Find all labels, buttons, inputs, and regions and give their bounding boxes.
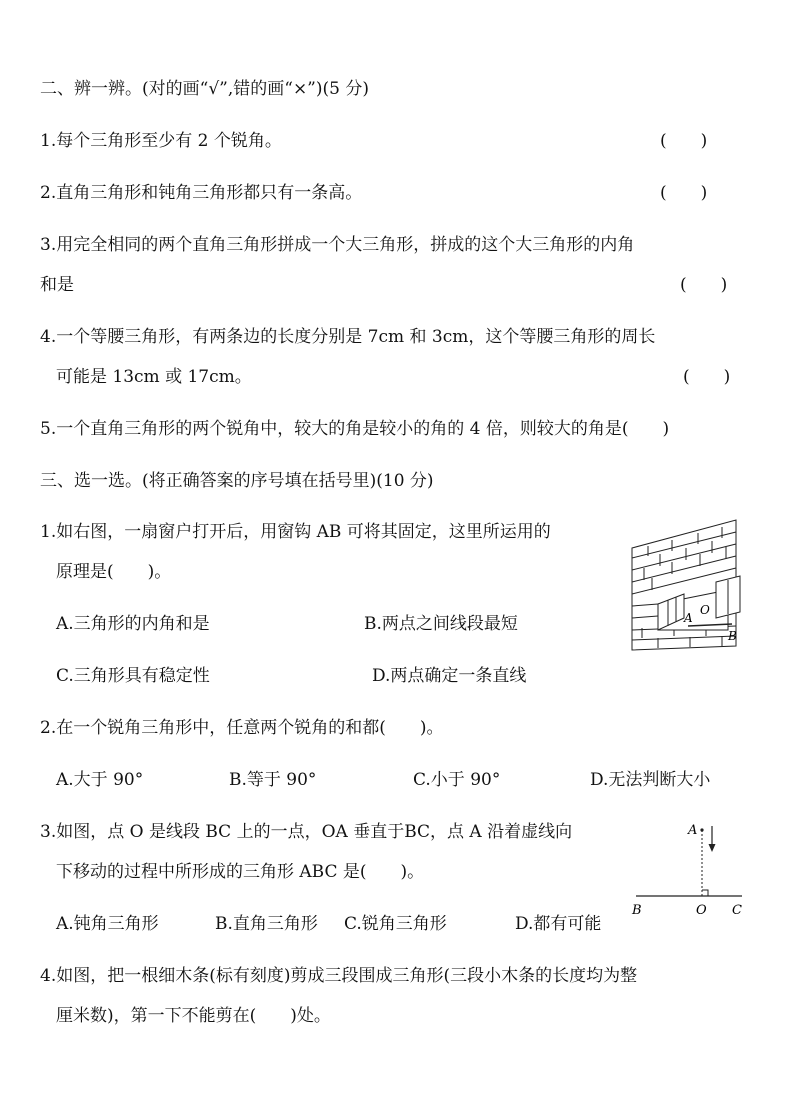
point-a <box>700 828 703 831</box>
s3-q2-option-a[interactable]: A.大于 90° <box>56 770 144 790</box>
s2-question-5: 5.一个直角三角形的两个锐角中，较大的角是较小的角的 4 倍，则较大的角是( ) <box>40 419 670 439</box>
label-a: A <box>684 611 693 625</box>
s3-q2-option-b[interactable]: B.等于 90° <box>229 770 317 790</box>
section-2-title: 二、辨一辨。(对的画“√”,错的画“×”)(5 分) <box>40 79 369 99</box>
s3-q3-option-b[interactable]: B.直角三角形 <box>215 914 318 934</box>
s2-answer-paren-4[interactable]: ( ) <box>683 367 731 387</box>
s3-q2-option-d[interactable]: D.无法判断大小 <box>590 770 711 790</box>
s3-question-1-line2: 原理是( )。 <box>56 562 172 582</box>
s3-question-1-line1: 1.如右图，一扇窗户打开后，用窗钩 AB 可将其固定，这里所运用的 <box>40 522 551 542</box>
s3-question-4-line2: 厘米数)，第一下不能剪在( )处。 <box>56 1006 331 1026</box>
label-a: A <box>688 823 698 838</box>
right-angle-mark <box>702 890 708 896</box>
s2-question-1: 1.每个三角形至少有 2 个锐角。 <box>40 131 282 151</box>
s2-question-4-line2: 可能是 13cm 或 17cm。 <box>56 367 252 387</box>
s2-answer-paren-1[interactable]: ( ) <box>660 131 708 151</box>
section-3-title: 三、选一选。(将正确答案的序号填在括号里)(10 分) <box>40 471 434 491</box>
s3-q1-option-b[interactable]: B.两点之间线段最短 <box>364 614 518 634</box>
s2-question-4-line1: 4.一个等腰三角形，有两条边的长度分别是 7cm 和 3cm，这个等腰三角形的周长 <box>40 327 656 347</box>
label-b: B <box>632 903 642 918</box>
s2-question-3-line1: 3.用完全相同的两个直角三角形拼成一个大三角形，拼成的这个大三角形的内角 <box>40 235 635 255</box>
s2-question-3-line2: 和是 <box>40 275 74 295</box>
s3-q3-option-c[interactable]: C.锐角三角形 <box>344 914 447 934</box>
s2-answer-paren-2[interactable]: ( ) <box>660 183 708 203</box>
arrow-head <box>709 844 716 852</box>
window-figure <box>628 518 752 654</box>
s3-q1-option-c[interactable]: C.三角形具有稳定性 <box>56 666 210 686</box>
label-c: C <box>732 903 742 918</box>
s3-q3-option-a[interactable]: A.钝角三角形 <box>56 914 159 934</box>
label-b: B <box>728 629 737 643</box>
s3-question-3-line2: 下移动的过程中所形成的三角形 ABC 是( )。 <box>56 862 425 882</box>
s3-question-3-line1: 3.如图，点 O 是线段 BC 上的一点，OA 垂直于BC，点 A 沿着虚线向 <box>40 822 573 842</box>
s3-q1-option-d[interactable]: D.两点确定一条直线 <box>372 666 527 686</box>
perpendicular-figure <box>628 818 752 922</box>
s3-question-2: 2.在一个锐角三角形中，任意两个锐角的和都( )。 <box>40 718 444 738</box>
s2-answer-paren-3[interactable]: ( ) <box>680 275 728 295</box>
label-o: O <box>696 903 707 918</box>
label-o: O <box>700 603 710 617</box>
s3-q3-option-d[interactable]: D.都有可能 <box>515 914 602 934</box>
s3-q2-option-c[interactable]: C.小于 90° <box>413 770 501 790</box>
s3-q1-option-a[interactable]: A.三角形的内角和是 <box>56 614 210 634</box>
s2-question-2: 2.直角三角形和钝角三角形都只有一条高。 <box>40 183 363 203</box>
s3-question-4-line1: 4.如图，把一根细木条(标有刻度)剪成三段围成三角形(三段小木条的长度均为整 <box>40 966 638 986</box>
